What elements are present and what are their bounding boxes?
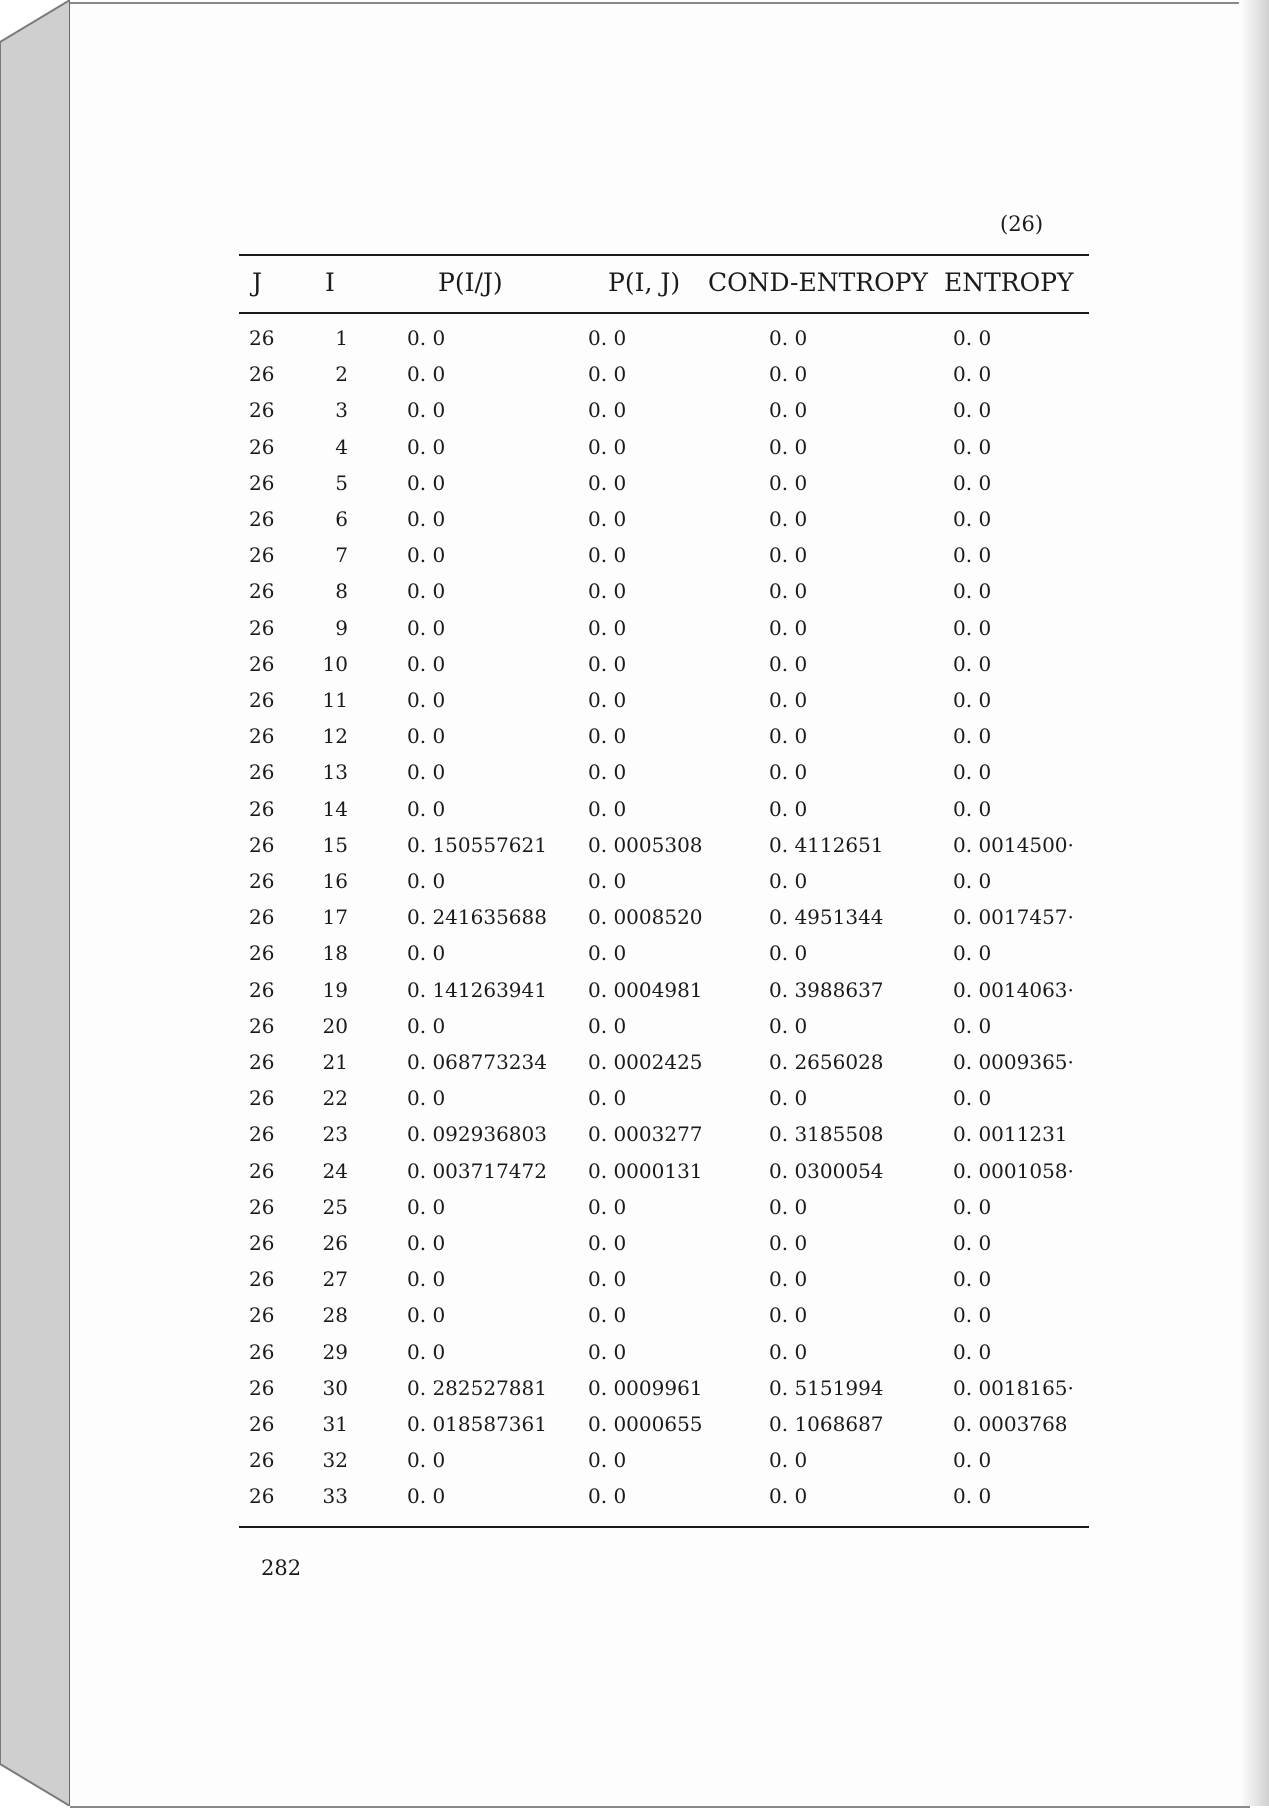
cell-p-i-given-j: 0. 0 <box>407 724 446 749</box>
cell-j: 26 <box>249 434 275 459</box>
cell-p-i-given-j: 0. 0 <box>407 470 446 495</box>
cell-j: 26 <box>249 1194 275 1219</box>
cell-p-i-given-j: 0. 0 <box>407 1339 446 1364</box>
cell-p-i-j: 0. 0 <box>588 688 627 712</box>
cell-entropy: 0. 0 <box>953 434 992 459</box>
cell-cond-entropy: 0. 0 <box>769 651 808 676</box>
cell-j: 26 <box>249 507 275 531</box>
cell-entropy: 0. 0 <box>953 615 992 640</box>
cell-p-i-given-j: 0. 0 <box>407 1231 446 1255</box>
table-row <box>0 1159 1269 1195</box>
cell-entropy: 0. 0 <box>953 869 992 893</box>
cell-p-i-j: 0. 0 <box>588 941 627 966</box>
cell-cond-entropy: 0. 0 <box>769 1086 808 1111</box>
cell-i: 27 <box>322 1267 348 1292</box>
cell-p-i-j: 0. 0009961 <box>588 1375 703 1400</box>
table-row <box>0 941 1269 977</box>
cell-i: 31 <box>322 1412 348 1436</box>
table-row <box>0 326 1269 362</box>
cell-p-i-j: 0. 0 <box>588 1448 627 1473</box>
cell-p-i-given-j: 0. 0 <box>407 326 446 350</box>
cell-cond-entropy: 0. 0 <box>769 1194 808 1219</box>
cell-cond-entropy: 0. 0 <box>769 688 808 712</box>
cell-cond-entropy: 0. 0 <box>769 760 808 785</box>
table-row <box>0 1448 1269 1484</box>
cell-p-i-given-j: 0. 0 <box>407 507 446 531</box>
cell-p-i-j: 0. 0 <box>588 869 627 893</box>
cell-entropy: 0. 0 <box>953 507 992 531</box>
cell-j: 26 <box>249 796 275 821</box>
cell-entropy: 0. 0 <box>953 1484 992 1509</box>
cell-i: 19 <box>322 977 348 1002</box>
cell-cond-entropy: 0. 0300054 <box>769 1158 884 1183</box>
cell-entropy: 0. 0003768 <box>953 1412 1068 1436</box>
page-number: 282 <box>261 1556 302 1580</box>
cell-cond-entropy: 0. 0 <box>769 398 808 423</box>
cell-cond-entropy: 0. 0 <box>769 869 808 893</box>
cell-p-i-given-j: 0. 0 <box>407 398 446 423</box>
cell-j: 26 <box>249 941 275 966</box>
cell-i: 3 <box>335 398 348 423</box>
cell-cond-entropy: 0. 0 <box>769 1267 808 1292</box>
cell-p-i-given-j: 0. 0 <box>407 615 446 640</box>
cell-i: 20 <box>322 1013 348 1038</box>
cell-j: 26 <box>249 1086 275 1111</box>
cell-p-i-j: 0. 0002425 <box>588 1050 703 1074</box>
table-row <box>0 869 1269 905</box>
cell-p-i-j: 0. 0 <box>588 1267 627 1292</box>
cell-j: 26 <box>249 1013 275 1038</box>
table-row <box>0 1014 1269 1050</box>
cell-p-i-j: 0. 0 <box>588 543 627 568</box>
cell-entropy: 0. 0 <box>953 1013 992 1038</box>
cell-cond-entropy: 0. 0 <box>769 615 808 640</box>
cell-i: 5 <box>335 470 348 495</box>
cell-p-i-j: 0. 0 <box>588 434 627 459</box>
cell-p-i-j: 0. 0008520 <box>588 905 703 930</box>
cell-p-i-j: 0. 0 <box>588 1086 627 1111</box>
table-row <box>0 1267 1269 1303</box>
cell-entropy: 0. 0009365· <box>953 1050 1074 1074</box>
header-p-i-given-j: P(I/J) <box>438 268 503 297</box>
table-row <box>0 652 1269 688</box>
cell-j: 26 <box>249 1050 275 1074</box>
cell-entropy: 0. 0 <box>953 724 992 749</box>
cell-cond-entropy: 0. 0 <box>769 543 808 568</box>
table-row <box>0 1484 1269 1520</box>
table-row <box>0 543 1269 579</box>
table-row <box>0 1122 1269 1158</box>
cell-j: 26 <box>249 760 275 785</box>
cell-i: 18 <box>322 941 348 966</box>
cell-cond-entropy: 0. 1068687 <box>769 1412 884 1436</box>
cell-p-i-given-j: 0. 0 <box>407 1086 446 1111</box>
cell-j: 26 <box>249 398 275 423</box>
header-cond-entropy: COND-ENTROPY <box>708 268 928 297</box>
table-row <box>0 1412 1269 1448</box>
table-row <box>0 833 1269 869</box>
cell-i: 30 <box>322 1375 348 1400</box>
table-row <box>0 471 1269 507</box>
cell-entropy: 0. 0 <box>953 362 992 387</box>
cell-i: 29 <box>322 1339 348 1364</box>
cell-i: 17 <box>322 905 348 930</box>
header-entropy: ENTROPY <box>944 268 1074 297</box>
table-number: (26) <box>1000 212 1044 236</box>
table-row <box>0 724 1269 760</box>
cell-cond-entropy: 0. 4951344 <box>769 905 884 930</box>
cell-cond-entropy: 0. 0 <box>769 434 808 459</box>
cell-i: 13 <box>322 760 348 785</box>
cell-j: 26 <box>249 688 275 712</box>
cell-i: 14 <box>322 796 348 821</box>
cell-j: 26 <box>249 651 275 676</box>
cell-p-i-j: 0. 0000655 <box>588 1412 703 1436</box>
cell-entropy: 0. 0014500· <box>953 832 1074 857</box>
cell-j: 26 <box>249 1303 275 1328</box>
cell-i: 32 <box>322 1448 348 1473</box>
cell-p-i-given-j: 0. 018587361 <box>407 1412 547 1436</box>
cell-entropy: 0. 0017457· <box>953 905 1074 930</box>
table-row <box>0 978 1269 1014</box>
cell-i: 28 <box>322 1303 348 1328</box>
cell-j: 26 <box>249 326 275 350</box>
cell-p-i-j: 0. 0 <box>588 1194 627 1219</box>
table-top-rule <box>239 254 1089 256</box>
cell-i: 10 <box>322 651 348 676</box>
cell-p-i-given-j: 0. 0 <box>407 760 446 785</box>
cell-i: 7 <box>335 543 348 568</box>
header-i: I <box>325 268 335 297</box>
table-row <box>0 1086 1269 1122</box>
cell-i: 24 <box>322 1158 348 1183</box>
cell-p-i-given-j: 0. 0 <box>407 869 446 893</box>
cell-i: 9 <box>335 615 348 640</box>
table-row <box>0 579 1269 615</box>
cell-p-i-given-j: 0. 0 <box>407 1448 446 1473</box>
cell-cond-entropy: 0. 4112651 <box>769 832 884 857</box>
table-row <box>0 760 1269 796</box>
cell-p-i-given-j: 0. 0 <box>407 941 446 966</box>
cell-j: 26 <box>249 1122 275 1147</box>
cell-cond-entropy: 0. 5151994 <box>769 1375 884 1400</box>
cell-entropy: 0. 0 <box>953 1231 992 1255</box>
cell-p-i-j: 0. 0 <box>588 796 627 821</box>
cell-cond-entropy: 0. 0 <box>769 1303 808 1328</box>
cell-cond-entropy: 0. 0 <box>769 507 808 531</box>
cell-j: 26 <box>249 832 275 857</box>
table-row <box>0 435 1269 471</box>
cell-cond-entropy: 0. 0 <box>769 1339 808 1364</box>
cell-p-i-j: 0. 0 <box>588 470 627 495</box>
cell-i: 15 <box>322 832 348 857</box>
cell-p-i-given-j: 0. 0 <box>407 1013 446 1038</box>
table-row <box>0 1303 1269 1339</box>
table-row <box>0 1195 1269 1231</box>
cell-j: 26 <box>249 1412 275 1436</box>
cell-p-i-j: 0. 0 <box>588 651 627 676</box>
cell-cond-entropy: 0. 0 <box>769 1013 808 1038</box>
cell-p-i-j: 0. 0 <box>588 398 627 423</box>
cell-i: 12 <box>322 724 348 749</box>
table-row <box>0 1050 1269 1086</box>
cell-cond-entropy: 0. 0 <box>769 470 808 495</box>
cell-p-i-j: 0. 0 <box>588 1231 627 1255</box>
cell-i: 23 <box>322 1122 348 1147</box>
cell-i: 21 <box>322 1050 348 1074</box>
table-row <box>0 1231 1269 1267</box>
cell-i: 11 <box>322 688 348 712</box>
cell-p-i-j: 0. 0 <box>588 1339 627 1364</box>
cell-j: 26 <box>249 724 275 749</box>
cell-p-i-given-j: 0. 0 <box>407 688 446 712</box>
cell-j: 26 <box>249 470 275 495</box>
cell-entropy: 0. 0 <box>953 470 992 495</box>
cell-i: 22 <box>322 1086 348 1111</box>
cell-entropy: 0. 0 <box>953 398 992 423</box>
cell-p-i-given-j: 0. 0 <box>407 1194 446 1219</box>
cell-p-i-j: 0. 0 <box>588 1013 627 1038</box>
table-row <box>0 1376 1269 1412</box>
cell-entropy: 0. 0 <box>953 1303 992 1328</box>
table-row <box>0 398 1269 434</box>
header-j: J <box>252 268 263 297</box>
cell-entropy: 0. 0001058· <box>953 1158 1074 1183</box>
cell-p-i-given-j: 0. 0 <box>407 434 446 459</box>
cell-p-i-j: 0. 0 <box>588 724 627 749</box>
cell-i: 2 <box>335 362 348 387</box>
cell-p-i-given-j: 0. 0 <box>407 796 446 821</box>
cell-j: 26 <box>249 615 275 640</box>
cell-i: 33 <box>322 1484 348 1509</box>
cell-p-i-given-j: 0. 0 <box>407 579 446 604</box>
cell-j: 26 <box>249 1158 275 1183</box>
cell-p-i-given-j: 0. 282527881 <box>407 1375 547 1400</box>
cell-p-i-given-j: 0. 0 <box>407 1303 446 1328</box>
table-row <box>0 362 1269 398</box>
cell-entropy: 0. 0 <box>953 1339 992 1364</box>
cell-j: 26 <box>249 977 275 1002</box>
cell-cond-entropy: 0. 0 <box>769 326 808 350</box>
cell-j: 26 <box>249 1484 275 1509</box>
cell-i: 26 <box>322 1231 348 1255</box>
cell-j: 26 <box>249 905 275 930</box>
cell-j: 26 <box>249 1339 275 1364</box>
cell-j: 26 <box>249 1231 275 1255</box>
cell-j: 26 <box>249 869 275 893</box>
cell-p-i-given-j: 0. 141263941 <box>407 977 547 1002</box>
cell-p-i-given-j: 0. 0 <box>407 1484 446 1509</box>
cell-cond-entropy: 0. 3185508 <box>769 1122 884 1147</box>
cell-p-i-j: 0. 0003277 <box>588 1122 703 1147</box>
cell-entropy: 0. 0 <box>953 1086 992 1111</box>
cell-j: 26 <box>249 1448 275 1473</box>
cell-entropy: 0. 0018165· <box>953 1375 1074 1400</box>
cell-entropy: 0. 0 <box>953 543 992 568</box>
cell-entropy: 0. 0 <box>953 326 992 350</box>
cell-cond-entropy: 0. 0 <box>769 1231 808 1255</box>
cell-p-i-j: 0. 0 <box>588 760 627 785</box>
cell-cond-entropy: 0. 0 <box>769 724 808 749</box>
cell-p-i-j: 0. 0 <box>588 615 627 640</box>
cell-p-i-j: 0. 0 <box>588 507 627 531</box>
cell-p-i-j: 0. 0 <box>588 1303 627 1328</box>
cell-i: 6 <box>335 507 348 531</box>
cell-p-i-j: 0. 0 <box>588 326 627 350</box>
cell-i: 8 <box>335 579 348 604</box>
cell-j: 26 <box>249 543 275 568</box>
cell-entropy: 0. 0 <box>953 579 992 604</box>
cell-p-i-given-j: 0. 068773234 <box>407 1050 547 1074</box>
table-row <box>0 905 1269 941</box>
cell-cond-entropy: 0. 0 <box>769 1484 808 1509</box>
cell-p-i-given-j: 0. 003717472 <box>407 1158 547 1183</box>
cell-p-i-given-j: 0. 0 <box>407 362 446 387</box>
cell-entropy: 0. 0 <box>953 1448 992 1473</box>
cell-i: 4 <box>335 434 348 459</box>
cell-p-i-given-j: 0. 241635688 <box>407 905 547 930</box>
cell-p-i-j: 0. 0 <box>588 1484 627 1509</box>
header-bottom-rule <box>239 312 1089 314</box>
cell-cond-entropy: 0. 0 <box>769 1448 808 1473</box>
cell-entropy: 0. 0 <box>953 760 992 785</box>
cell-p-i-given-j: 0. 0 <box>407 651 446 676</box>
table-bottom-rule <box>239 1526 1089 1528</box>
cell-p-i-j: 0. 0000131 <box>588 1158 703 1183</box>
cell-entropy: 0. 0 <box>953 941 992 966</box>
cell-p-i-j: 0. 0004981 <box>588 977 703 1002</box>
cell-entropy: 0. 0014063· <box>953 977 1074 1002</box>
cell-entropy: 0. 0 <box>953 1194 992 1219</box>
cell-entropy: 0. 0011231 <box>953 1122 1068 1147</box>
table-row <box>0 507 1269 543</box>
cell-p-i-j: 0. 0005308 <box>588 832 703 857</box>
cell-i: 25 <box>322 1194 348 1219</box>
cell-cond-entropy: 0. 2656028 <box>769 1050 884 1074</box>
cell-j: 26 <box>249 362 275 387</box>
cell-entropy: 0. 0 <box>953 1267 992 1292</box>
cell-entropy: 0. 0 <box>953 688 992 712</box>
header-p-i-j: P(I, J) <box>608 268 681 297</box>
cell-p-i-given-j: 0. 092936803 <box>407 1122 547 1147</box>
table-row <box>0 1340 1269 1376</box>
cell-cond-entropy: 0. 0 <box>769 941 808 966</box>
cell-j: 26 <box>249 1375 275 1400</box>
cell-j: 26 <box>249 1267 275 1292</box>
table-row <box>0 616 1269 652</box>
cell-i: 16 <box>322 869 348 893</box>
cell-p-i-given-j: 0. 0 <box>407 543 446 568</box>
cell-entropy: 0. 0 <box>953 651 992 676</box>
cell-p-i-j: 0. 0 <box>588 362 627 387</box>
cell-cond-entropy: 0. 0 <box>769 796 808 821</box>
cell-p-i-given-j: 0. 0 <box>407 1267 446 1292</box>
table-row <box>0 688 1269 724</box>
cell-cond-entropy: 0. 0 <box>769 362 808 387</box>
table-row <box>0 797 1269 833</box>
cell-cond-entropy: 0. 0 <box>769 579 808 604</box>
cell-p-i-given-j: 0. 150557621 <box>407 832 547 857</box>
cell-i: 1 <box>335 326 348 350</box>
cell-cond-entropy: 0. 3988637 <box>769 977 884 1002</box>
cell-p-i-j: 0. 0 <box>588 579 627 604</box>
cell-j: 26 <box>249 579 275 604</box>
cell-entropy: 0. 0 <box>953 796 992 821</box>
